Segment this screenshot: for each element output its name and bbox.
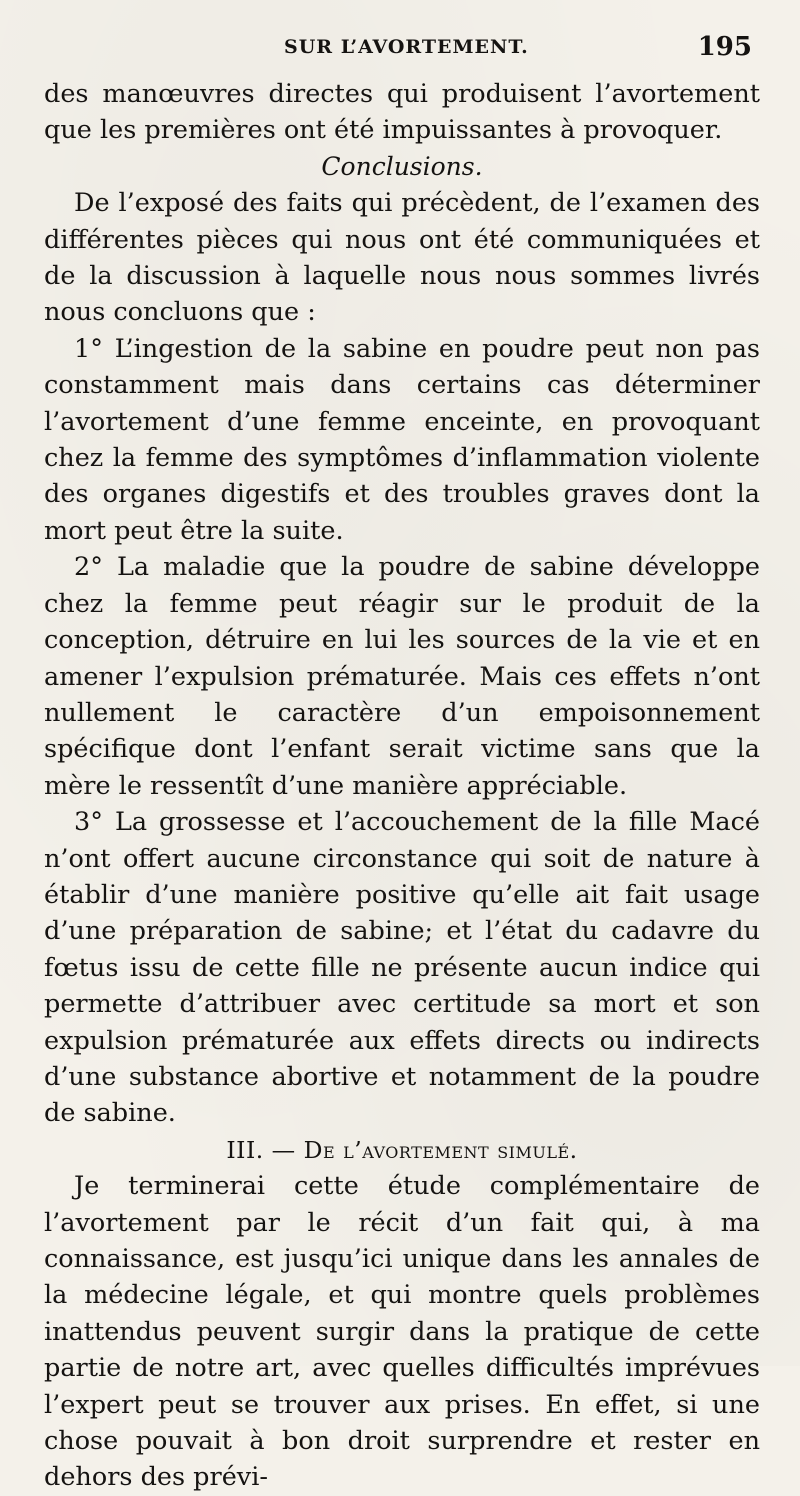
page-body (44, 76, 760, 1496)
section-number: III. — (226, 1135, 304, 1164)
section-title: De l’avortement simulé. (303, 1135, 578, 1164)
conclusions-title: Conclusions. (321, 151, 483, 181)
conclusion-2-paragraph: 2° La maladie que la poudre de sabine développe chez la femme peut réagir sur le produit de la conception, détruire en lui les sources de la vie et en amener l’expulsion prématurée. Mais ces effets n’ont nullement le caractère d’un empoisonnement spécifique dont l’enfant serait victime sans que la mère le ressentît d’une manière appréciable. (44, 552, 760, 801)
running-title: SUR L’AVORTEMENT. (284, 36, 529, 58)
page-number: 195 (697, 32, 752, 62)
continuation-paragraph: des manœuvres directes qui produisent l’avortement que les premières ont été impuissantes à provoquer. (44, 79, 760, 146)
conclusion-3-paragraph: 3° La grossesse et l’accouchement de la fille Macé n’ont offert aucune circonstance qui soit de nature à établir d’une manière positive qu’elle ait fait usage d’une préparation de sabine; et l’état du cadavre du fœtus issu de cette fille ne présente aucun indice qui permette d’attribuer avec certitude sa mort et son expulsion prématurée aux effets directs ou indirects d’une substance abortive et notamment de la poudre de sabine. (44, 807, 760, 1129)
conclusion-1-paragraph: 1° L’ingestion de la sabine en poudre peut non pas constamment mais dans certains cas déterminer l’avortement d’une femme enceinte, en provoquant chez la femme des symptômes d’inflammation violente des organes digestifs et des troubles graves dont la mort peut être la suite. (44, 333, 760, 546)
page-header (44, 32, 760, 76)
final-paragraph: Je terminerai cette étude complémentaire de l’avortement par le récit d’un fait qui, à ma connaissance, est jusqu’ici unique dans les annales de la médecine légale, et qui montre quels problèmes inattendus peuvent surgir dans la pratique de cette partie de notre art, avec quelles difficultés imprévues l’expert peut se trouver aux prises. En effet, si une chose pouvait à bon droit surprendre et rester en dehors des prévi- (44, 1171, 760, 1493)
section-heading (44, 1132, 760, 1168)
intro-paragraph: De l’exposé des faits qui précèdent, de l’examen des différentes pièces qui nous ont été communiquées et de la discussion à laquelle nous nous sommes livrés nous concluons que : (44, 188, 760, 328)
